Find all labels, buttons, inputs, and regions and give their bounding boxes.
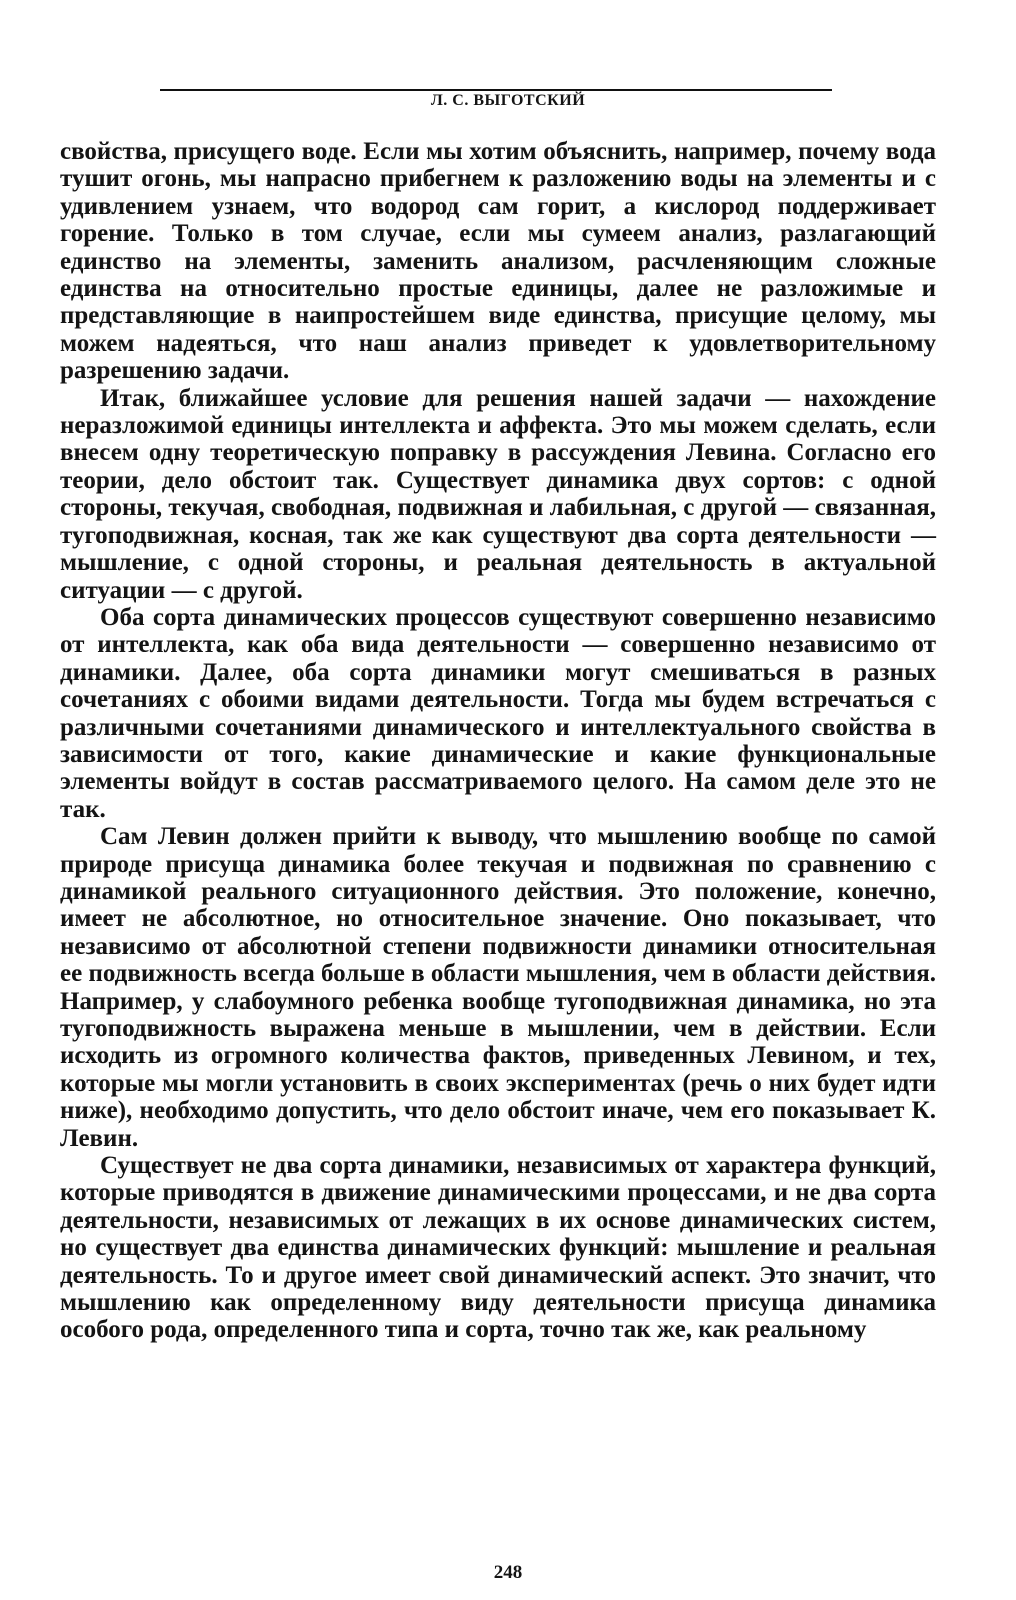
- paragraph-2: Итак, ближайшее условие для решения нашей задачи — нахождение неразложимой единицы интеллекта и аффекта. Это мы можем сделать, если внесем одну теоретическую поправку в рассуждения Левина. Согласно его теории, дело обстоит так. Существует динамика двух сортов: с одной стороны, текучая, свободная, подвижная и лабильная, с другой — связанная, тугоподвижная, косная, так же как существуют два сорта деятельности — мышление, с одной стороны, и реальная деятельность в актуальной ситуации — с другой.: [60, 384, 936, 604]
- body-text: [60, 138, 936, 1344]
- paragraph-3: Оба сорта динамических процессов существуют совершенно независимо от интеллекта, как оба вида деятельности — совершенно независимо от динамики. Далее, оба сорта динамики могут смешиваться в разных сочетаниях с обоими видами деятельности. Тогда мы будем встречаться с различными сочетаниями динамического и интеллектуального свойства в зависимости от того, какие динамические и какие функциональные элементы войдут в состав рассматриваемого целого. На самом деле это не так.: [60, 603, 936, 823]
- header-rule: [160, 89, 832, 91]
- page-number: 248: [493, 1562, 523, 1583]
- paragraph-5: Существует не два сорта динамики, независимых от характера функций, которые приводятся в движение динамическими процессами, и не два сорта деятельности, независимых от лежащих в их основе динамических систем, но существует два единства динамических функций: мышление и реальная деятельность. То и другое имеет свой динамический аспект. Это значит, что мышлению как определенному виду деятельности присуща динамика особого рода, определенного типа и сорта, точно так же, как реальному: [60, 1152, 936, 1344]
- running-title: Л. С. ВЫГОТСКИЙ: [430, 92, 586, 109]
- paragraph-4: Сам Левин должен прийти к выводу, что мышлению вообще по самой природе присуща динамика более текучая и подвижная по сравнению с динамикой реального ситуационного действия. Это положение, конечно, имеет не абсолютное, но относительное значение. Оно показывает, что независимо от абсолютной степени подвижности динамики относительная ее подвижность всегда больше в области мышления, чем в области действия. Например, у слабоумного ребенка вообще тугоподвижная динамика, но эта тугоподвижность выражена меньше в мышлении, чем в действии. Если исходить из огромного количества фактов, приведенных Левином, и тех, которые мы могли установить в своих экспериментах (речь о них будет идти ниже), необходимо допустить, что дело обстоит иначе, чем его показывает К. Левин.: [60, 823, 936, 1152]
- paragraph-1: свойства, присущего воде. Если мы хотим объяснить, например, почему вода тушит огонь, мы напрасно прибегнем к разложению воды на элементы и с удивлением узнаем, что водород сам горит, а кислород поддерживает горение. Только в том случае, если мы сумеем анализ, разлагающий единство на элементы, заменить анализом, расчленяющим сложные единства на относительно простые единицы, далее не разложимые и представляющие в наипростейшем виде единства, присущие целому, мы можем надеяться, что наш анализ приведет к удовлетворительному разрешению задачи.: [60, 138, 936, 385]
